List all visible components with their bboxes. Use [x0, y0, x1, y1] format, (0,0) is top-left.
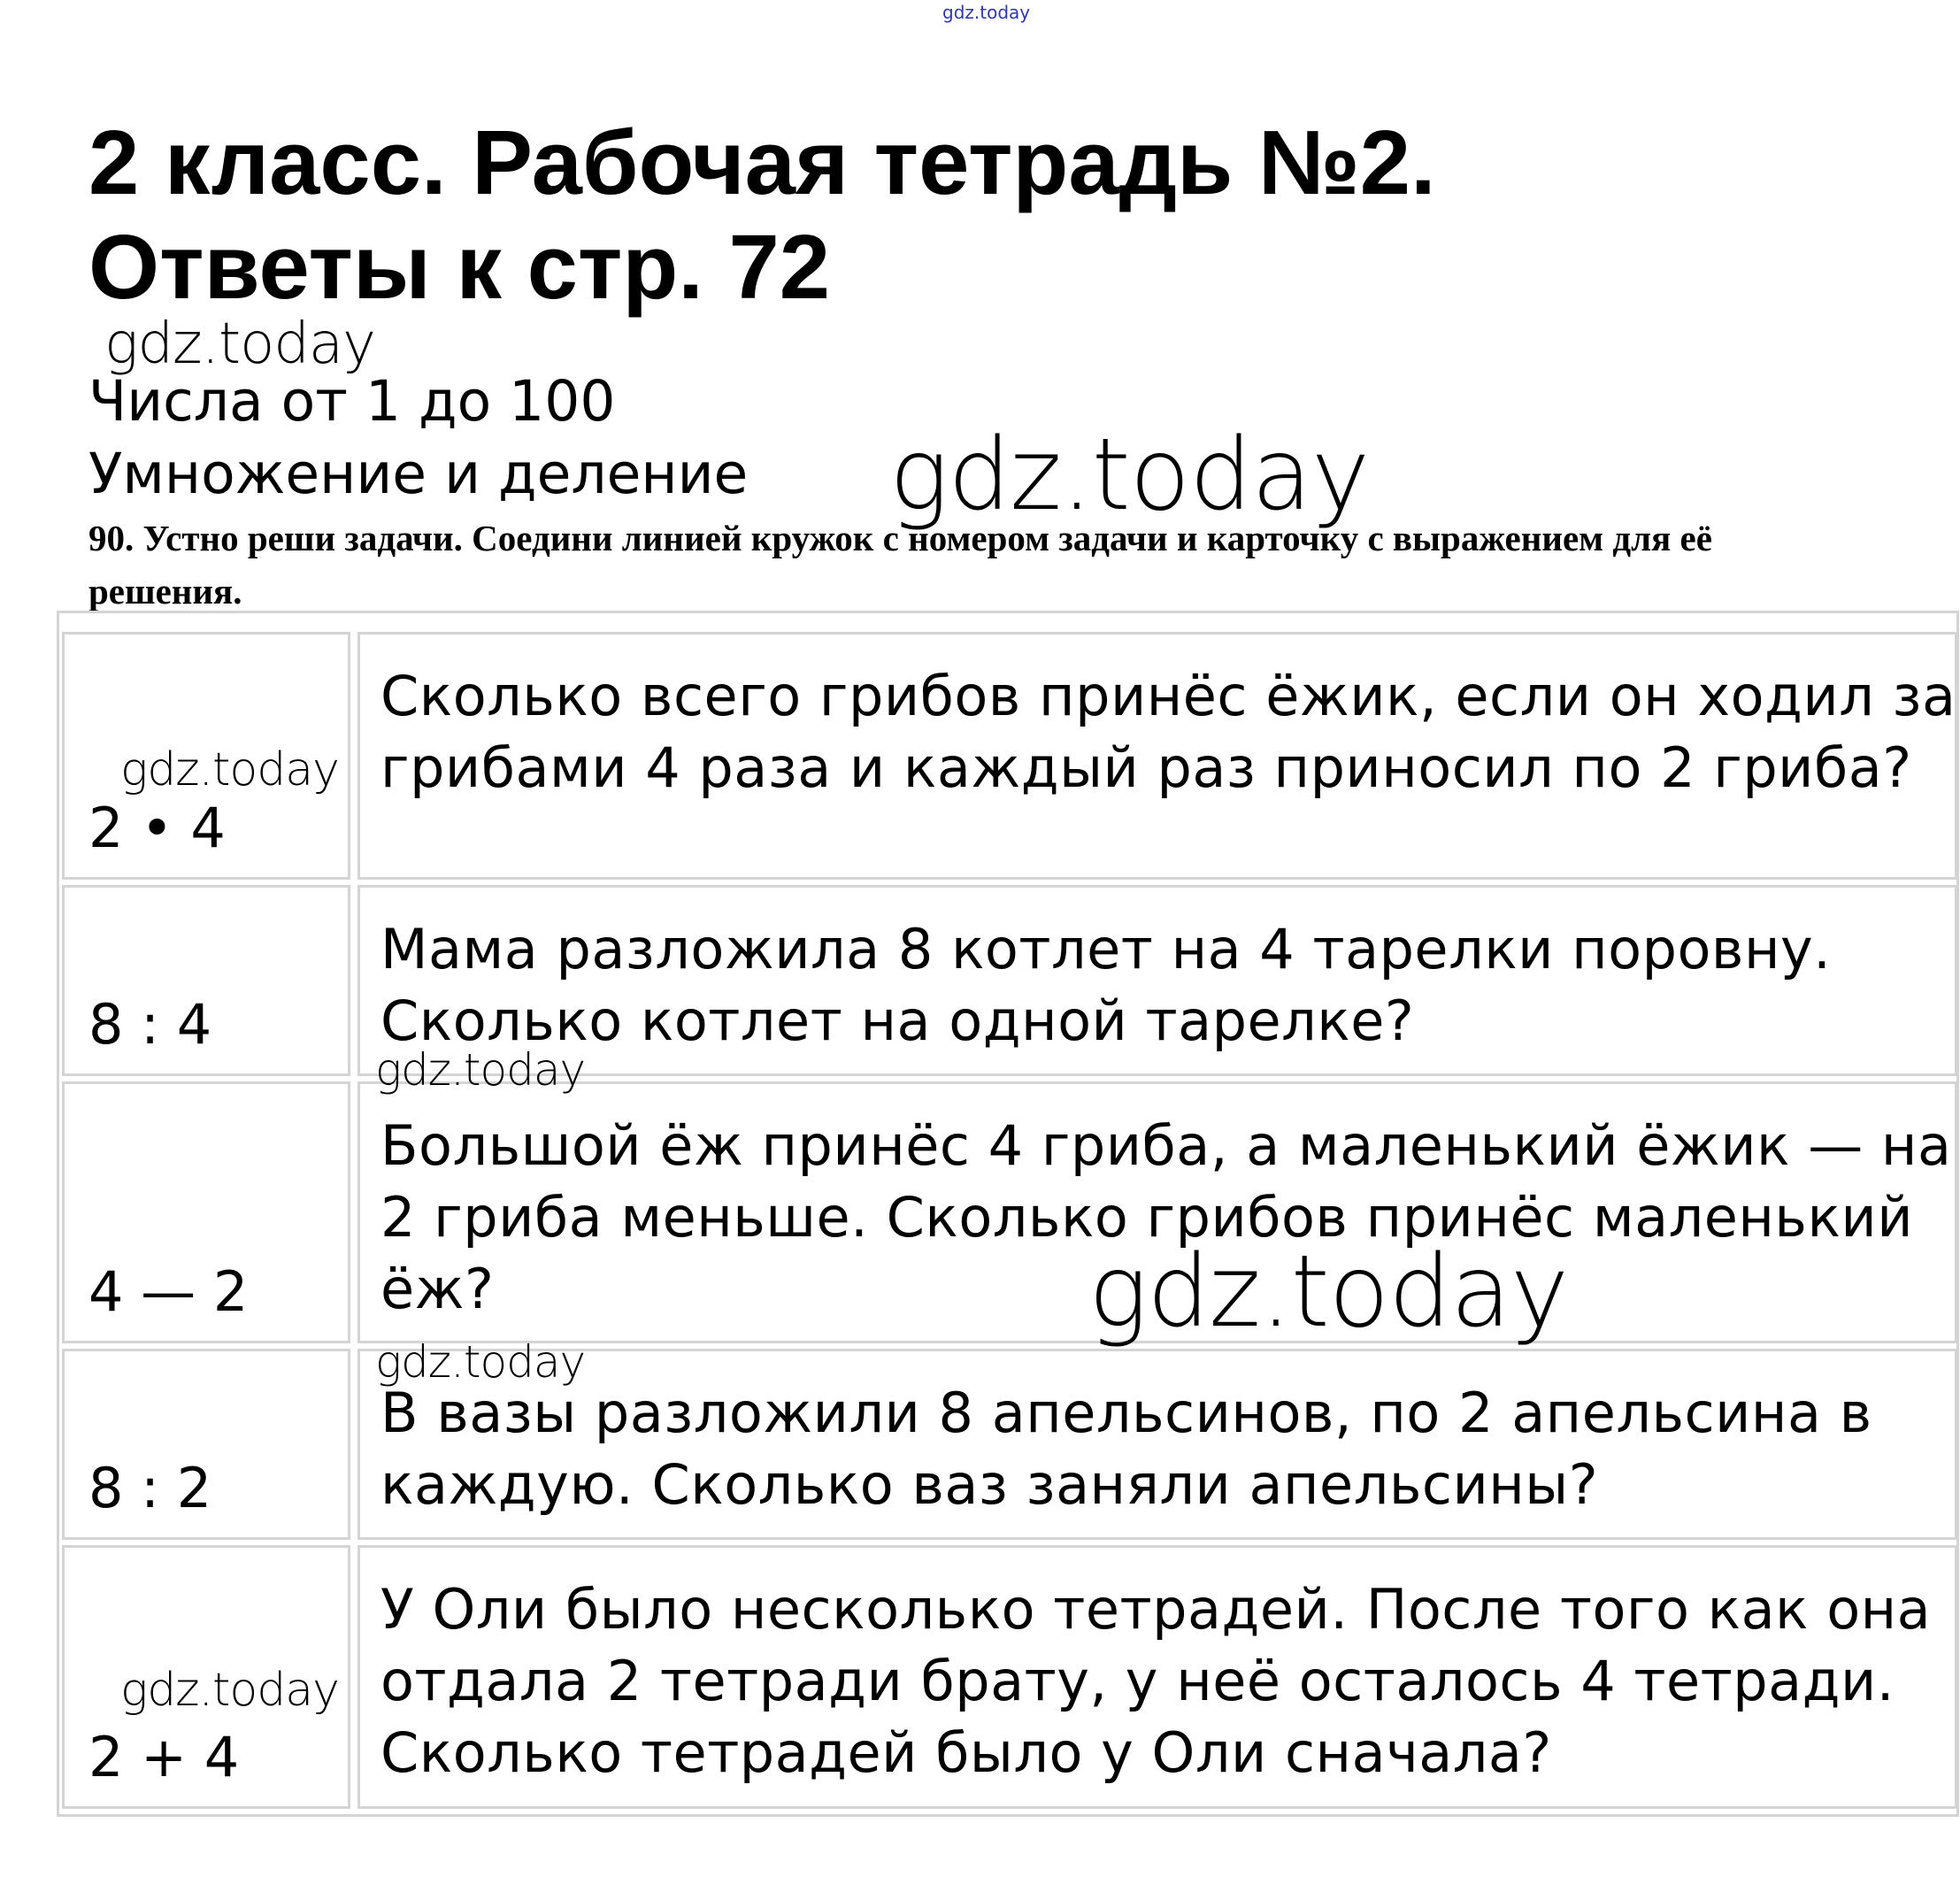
problem-text: Большой ёж принёс 4 гриба, а маленький ёжик — на 2 гриба меньше. Сколько грибов принёс маленький ёж?: [380, 1113, 1952, 1321]
top-watermark: gdz.today: [942, 2, 1031, 23]
problem-text: В вазы разложили 8 апельсинов, по 2 апельсина в каждую. Сколько ваз заняли апельсины?: [380, 1381, 1872, 1517]
row-watermark: gdz.today: [1088, 1235, 1569, 1350]
topic-watermark: gdz.today: [889, 418, 1370, 533]
header-watermark: gdz.today: [104, 312, 375, 377]
task-instruction: 90. Устно реши задачи. Соедини линией кружок с номером задачи и карточку с выражением для её решения.: [88, 518, 1712, 612]
table-row: [62, 1545, 1957, 1809]
row-watermark: gdz.today: [120, 743, 339, 796]
expression-card: 2 • 4: [88, 796, 226, 860]
row-watermark: gdz.today: [375, 1336, 586, 1388]
expression-card: 8 : 4: [88, 992, 212, 1057]
table-row: [62, 632, 1957, 880]
page-title: [88, 111, 1436, 319]
expression-card: 2 + 4: [88, 1725, 240, 1789]
topic-title: Умножение и деление: [88, 442, 749, 506]
title-line-2: Ответы к стр. 72: [88, 216, 831, 318]
table-row: [62, 1349, 1957, 1540]
problem-text: У Оли было несколько тетрадей. После того как она отдала 2 тетради брату, у неё осталось 4 тетради. Сколько тетрадей было у Оли сначала?: [380, 1577, 1932, 1785]
table-row: [62, 885, 1957, 1076]
row-watermark: gdz.today: [120, 1664, 339, 1717]
expression-card: 8 : 2: [88, 1456, 212, 1520]
section-title: Числа от 1 до 100: [88, 369, 616, 434]
problem-text: Сколько всего грибов принёс ёжик, если он ходил за грибами 4 раза и каждый раз приносил по 2 гриба?: [380, 664, 1956, 800]
problem-text: Мама разложила 8 котлет на 4 тарелки поровну. Сколько котлет на одной тарелке?: [380, 917, 1832, 1053]
row-watermark: gdz.today: [375, 1044, 586, 1096]
expression-card: 4 — 2: [88, 1259, 249, 1324]
table-row: [62, 1081, 1957, 1343]
title-line-1: 2 класс. Рабочая тетрадь №2.: [88, 112, 1436, 213]
